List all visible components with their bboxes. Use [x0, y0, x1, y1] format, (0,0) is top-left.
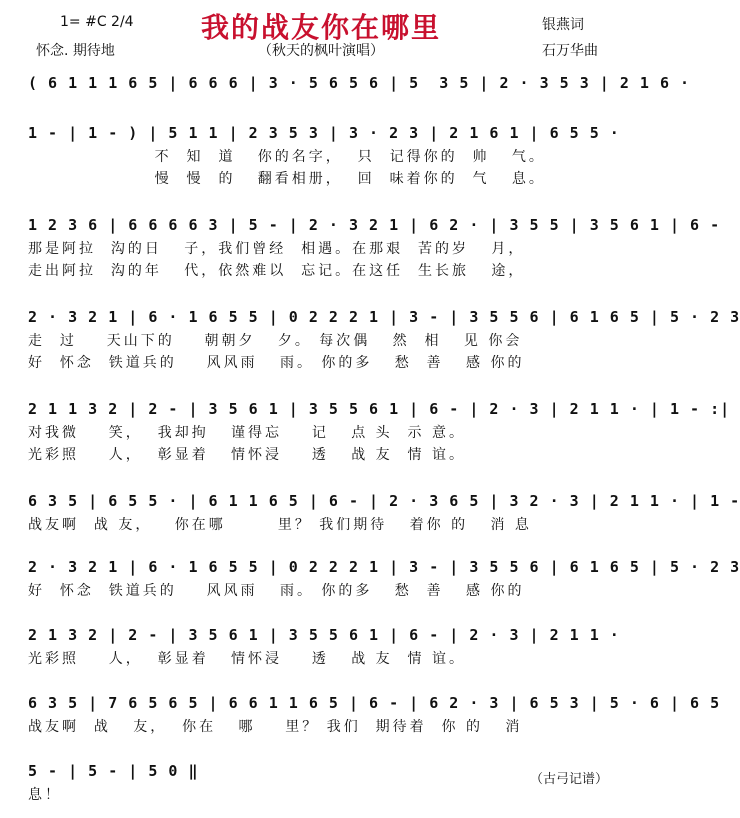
- lyric-verse-2: 光彩照 人， 彰显着 情怀浸 透 战 友 情 谊。: [28, 447, 467, 463]
- lyric-verse-1: 不 知 道 你的名字， 只 记得你的 帅 气。: [28, 149, 546, 165]
- notation-line: 2 · 3 2 1 | 6 · 1 6 5 5 | 0 2 2 2 1 | 3 - | 3 5 5 6 | 6 1 6 5 | 5 · 2 3: [28, 308, 740, 326]
- lyricist-credit: 银燕词: [542, 17, 584, 33]
- song-title: 我的战友你在哪里: [200, 11, 441, 44]
- score-system: [28, 492, 740, 536]
- notation-line: 5 - | 5 - | 5 0 ‖: [28, 762, 199, 780]
- notation-line: 2 1 1 3 2 | 2 - | 3 5 6 1 | 3 5 5 6 1 | 6 - | 2 · 3 | 2 1 1 · | 1 - :|: [28, 400, 731, 418]
- score-system: [28, 626, 618, 670]
- notation-line: 2 1 3 2 | 2 - | 3 5 6 1 | 3 5 5 6 1 | 6 - | 2 · 3 | 2 1 1 ·: [28, 626, 620, 644]
- lyric-verse-1: [28, 96, 618, 118]
- lyric-verse-1: 光彩照 人， 彰显着 情怀浸 透 战 友 情 谊。: [28, 651, 467, 667]
- score-system: [28, 400, 731, 466]
- composer-credit: 石万华曲: [542, 43, 598, 59]
- lyric-verse-2: 好 怀念 铁道兵的 风风雨 雨。 你的多 愁 善 感 你的: [28, 355, 525, 371]
- lyric-verse-1: 息！: [28, 787, 62, 803]
- lyric-verse-1: 好 怀念 铁道兵的 风风雨 雨。 你的多 愁 善 感 你的: [28, 583, 525, 599]
- lyric-verse-2: 慢 慢 的 翻看相册， 回 味着你的 气 息。: [28, 171, 546, 187]
- key-signature: 1= #C 2/4: [60, 14, 134, 30]
- notation-line: 1 2 3 6 | 6 6 6 6 3 | 5 - | 2 · 3 2 1 | 6 2 · | 3 5 5 | 3 5 6 1 | 6 -: [28, 216, 721, 234]
- lyric-verse-2: 走出阿拉 沟的年 代，依然难以 忘记。在这任 生长旅 途，: [28, 263, 526, 279]
- lyric-verse-1: 那是阿拉 沟的日 子，我们曾经 相遇。在那艰 苦的岁 月，: [28, 241, 526, 257]
- notation-line: 2 · 3 2 1 | 6 · 1 6 5 5 | 0 2 2 2 1 | 3 - | 3 5 5 6 | 6 1 6 5 | 5 · 2 3: [28, 558, 740, 576]
- score-system: [28, 216, 721, 282]
- lyric-verse-1: 走 过 天山下的 朝朝夕 夕。 每次偶 然 相 见 你会: [28, 333, 523, 349]
- lyric-verse-1: 对我微 笑， 我却拘 谨得忘 记 点 头 示 意。: [28, 425, 467, 441]
- score-system: [28, 694, 721, 738]
- transcriber-credit: （古弓记谱）: [530, 772, 609, 787]
- lyric-verse-1: 战友啊 战 友， 你在哪 里？ 我们期待 着你 的 消 息: [28, 517, 532, 533]
- notation-line: 6 3 5 | 7 6 5 6 5 | 6 6 1 1 6 5 | 6 - | 6 2 · 3 | 6 5 3 | 5 · 6 | 6 5: [28, 694, 721, 712]
- lyric-verse-1: 战友啊 战 友， 你在 哪 里？ 我们 期待着 你 的 消: [28, 719, 523, 735]
- notation-line: 6 3 5 | 6 5 5 · | 6 1 1 6 5 | 6 - | 2 · 3 6 5 | 3 2 · 3 | 2 1 1 · | 1 -: [28, 492, 740, 510]
- tempo-mood: 怀念. 期待地: [36, 43, 115, 59]
- score-system: [28, 308, 740, 374]
- notation-line: 1 - | 1 - ) | 5 1 1 | 2 3 5 3 | 3 · 2 3 | 2 1 6 1 | 6 5 5 ·: [28, 124, 620, 142]
- score-system: [28, 558, 740, 602]
- score-system: [28, 124, 618, 190]
- notation-line: ( 6 1 1 1 6 5 | 6 6 6 | 3 · 5 6 5 6 | 5 3 5 | 2 · 3 5 3 | 2 1 6 ·: [28, 74, 691, 92]
- performer-subtitle: （秋天的枫叶演唱）: [258, 43, 384, 59]
